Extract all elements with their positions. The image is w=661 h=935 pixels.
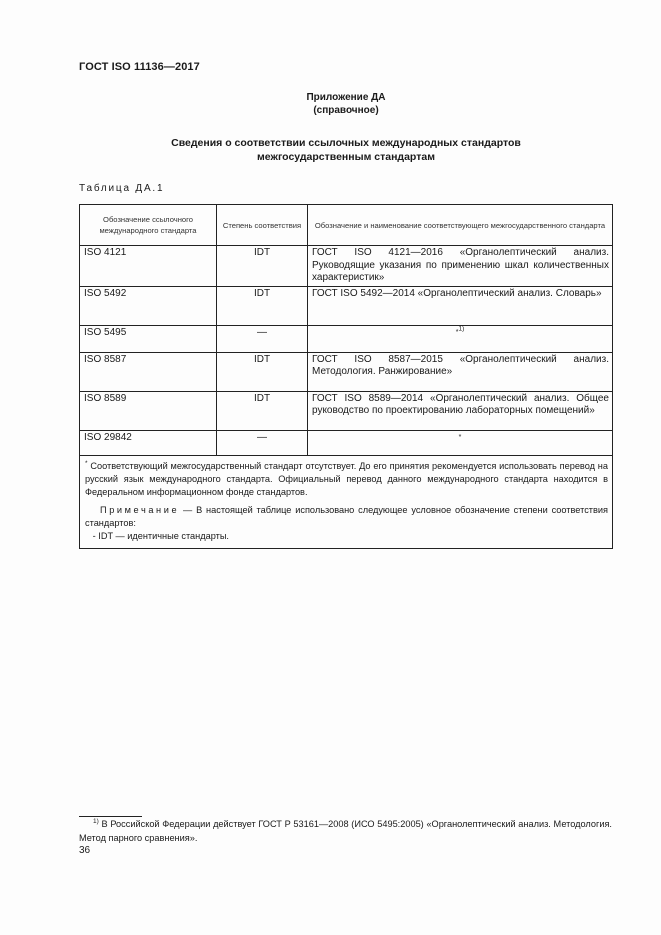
page-footnote-mark: 1)	[93, 817, 99, 825]
cell-standard-name: ГОСТ ISO 8589—2014 «Органолептический анализ. Общее руководство по проектированию лабораторных помещений»	[308, 391, 613, 430]
note-text: — В настоящей таблице использовано следующее условное обозначение степени соответствия стандартов:	[85, 504, 608, 528]
cell-degree: IDT	[217, 391, 308, 430]
footnote-divider	[79, 816, 142, 817]
cell-code: ISO 8587	[80, 352, 217, 391]
asterisk-mark: *	[455, 328, 459, 336]
column-header-interstate-standard: Обозначение и наименование соответствующего межгосударственного стандарта	[308, 205, 613, 246]
cell-code: ISO 29842	[80, 430, 217, 455]
section-title-line-1: Сведения о соответствии ссылочных международных стандартов	[171, 137, 521, 149]
correspondence-table-wrapper	[79, 204, 612, 549]
cell-standard-name: ГОСТ ISO 5492—2014 «Органолептический анализ. Словарь»	[308, 286, 613, 325]
table-row	[80, 325, 613, 352]
cell-degree: IDT	[217, 246, 308, 287]
column-header-international-code: Обозначение ссылочного международного стандарта	[80, 205, 217, 246]
table-label: Таблица ДА.1	[79, 183, 165, 194]
page-number: 36	[79, 845, 91, 856]
section-title-line-2: межгосударственным стандартам	[257, 151, 435, 163]
table-row	[80, 391, 613, 430]
table-row	[80, 430, 613, 455]
cell-code: ISO 4121	[80, 246, 217, 287]
table-row	[80, 246, 613, 287]
column-header-degree: Степень соответствия	[217, 205, 308, 246]
note-list-item-text: - IDT — идентичные стандарты.	[92, 530, 229, 541]
table-header-row	[80, 205, 613, 246]
table-row	[80, 352, 613, 391]
cell-standard-name: ГОСТ ISO 8587—2015 «Органолептический анализ. Методология. Ранжирование»	[308, 352, 613, 391]
table-notes-row	[80, 455, 613, 548]
asterisk-mark: *	[458, 433, 462, 441]
cell-degree: IDT	[217, 352, 308, 391]
cell-degree: —	[217, 430, 308, 455]
footnote-reference: 1)	[458, 325, 465, 333]
star-footnote	[85, 460, 608, 499]
note-list-item	[85, 530, 608, 543]
table-note	[85, 504, 608, 530]
cell-degree: IDT	[217, 286, 308, 325]
star-footnote-mark: *	[85, 459, 88, 467]
page-footnote-text: В Российской Федерации действует ГОСТ Р 53161—2008 (ИСО 5495:2005) «Органолептический анализ. Методология. Метод парного сравнения».	[79, 819, 612, 843]
cell-standard-name: ГОСТ ISO 4121—2016 «Органолептический анализ. Руководящие указания по применению шкал количественных характеристик»	[308, 246, 613, 287]
appendix-heading	[200, 91, 492, 117]
cell-code: ISO 5495	[80, 325, 217, 352]
cell-no-standard	[308, 430, 613, 455]
appendix-title: Приложение ДА	[306, 92, 386, 103]
section-title	[120, 136, 572, 164]
star-footnote-text: Соответствующий межгосударственный стандарт отсутствует. До его принятия рекомендуется использовать перевод на русский язык международного стандарта. Официальный перевод данного международного стандарта находится в Федеральном информационном фонде стандартов.	[85, 460, 608, 497]
correspondence-table	[79, 204, 613, 549]
document-code: ГОСТ ISO 11136—2017	[79, 61, 200, 73]
page-footnote	[79, 818, 612, 845]
cell-code: ISO 5492	[80, 286, 217, 325]
table-notes	[80, 455, 613, 548]
note-heading: Примечание	[100, 504, 180, 515]
cell-degree: —	[217, 325, 308, 352]
table-row	[80, 286, 613, 325]
cell-code: ISO 8589	[80, 391, 217, 430]
appendix-subtitle: (справочное)	[313, 105, 379, 116]
cell-no-standard	[308, 325, 613, 352]
